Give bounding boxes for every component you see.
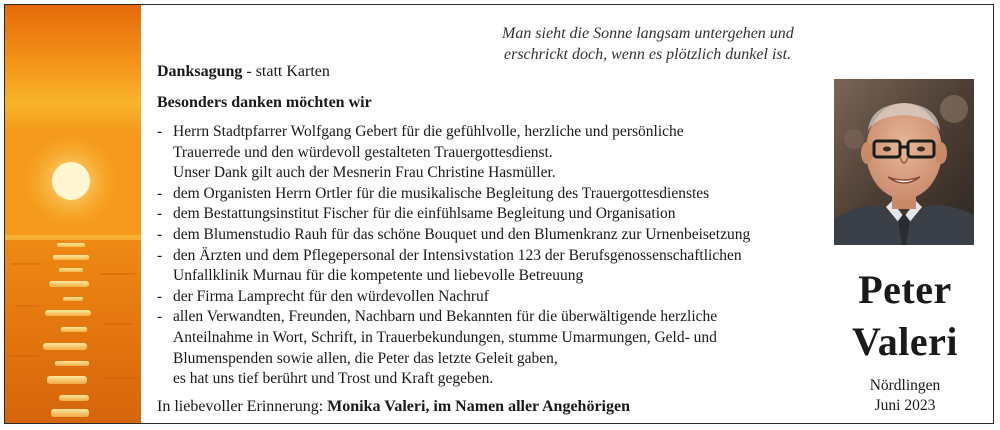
obituary-card [4,4,994,424]
sunset-illustration [5,5,141,423]
quote-line: Man sieht die Sonne langsam untergehen und [502,25,794,42]
city: Nördlingen [869,377,941,394]
list-item: - den Ärzten und dem Pflegepersonal der Intensivstation 123 der Berufsgenossenschaftlichen [157,246,742,264]
list-item: - dem Blumenstudio Rauh für das schöne Bouquet und den Blumenkranz zur Urnenbeisetzung [157,225,751,243]
list-item: Blumenspenden sowie allen, die Peter das letzte Geleit gaben, [173,349,558,367]
signature [157,397,630,417]
heading-title: Danksagung [157,63,243,80]
heading-suffix: - statt Karten [242,63,330,80]
heading [157,62,330,82]
sun-shape [52,162,90,200]
list-item: Anteilnahme in Wort, Schrift, in Trauerbekundungen, stumme Umarmungen, Geld- und [173,328,717,346]
quote [502,23,794,65]
thanks-list [157,122,750,390]
list-item: - der Firma Lamprecht für den würdevollen Nachruf [157,287,489,305]
subheading: Besonders danken möchten wir [157,94,372,111]
list-item: Unser Dank gilt auch der Mesnerin Frau Christine Hasmüller. [173,164,556,182]
list-item: Unfallklinik Murnau für die kompetente und liebevolle Betreuung [173,267,584,285]
sunset-image [5,5,141,423]
list-item: Trauerrede und den würdevoll gestalteten Trauergottesdienst. [173,143,553,161]
list-item: - allen Verwandten, Freunden, Nachbarn und Bekannten für die überwältigende herzliche [157,308,718,326]
list-item: es hat uns tief berührt und Trost und Kraft gegeben. [173,370,494,388]
list-item: - Herrn Stadtpfarrer Wolfgang Gebert für die gefühlvolle, herzliche und persönliche [157,123,684,140]
signature-names: Monika Valeri, im Namen aller Angehörigen [327,398,630,415]
list-item: - dem Bestattungsinstitut Fischer für die einfühlsame Begleitung und Organisation [157,205,676,223]
date: Juni 2023 [874,397,936,414]
portrait-photo [834,79,974,245]
last-name: Valeri [852,319,958,364]
list-item: - dem Organisten Herrn Ortler für die musikalische Begleitung des Trauergottesdienstes [157,184,710,202]
first-name: Peter [858,267,952,312]
portrait-illustration [834,79,974,245]
signature-prefix: In liebevoller Erinnerung: [157,398,328,415]
quote-line: erschrickt doch, wenn es plötzlich dunkel ist. [504,46,792,63]
